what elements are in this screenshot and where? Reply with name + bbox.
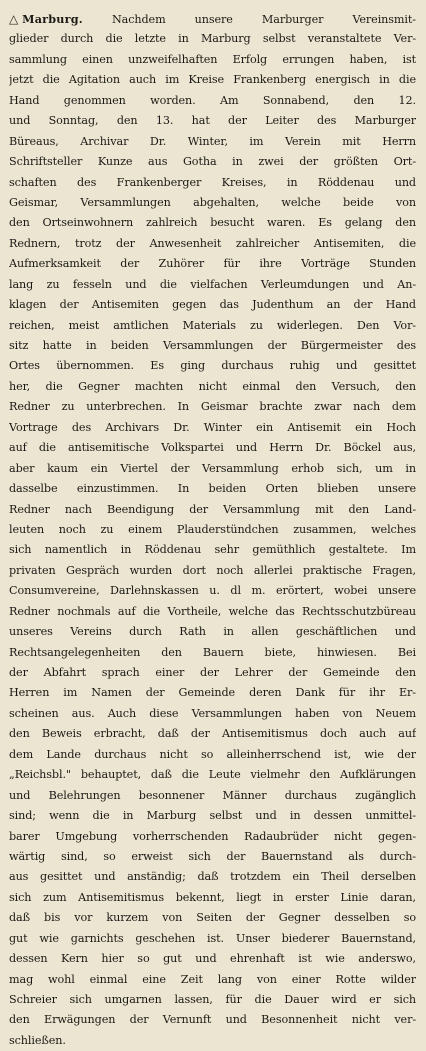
article-line-32: Rechtsangelegenheiten den Bauern biete, hinwiesen. Bei: [9, 645, 416, 659]
article-line-1-text: Nachdem unsere Marburger Vereinsmit-: [111, 13, 416, 26]
article-line-26: leuten noch zu einem Plauderstündchen zusammen, welches: [9, 522, 416, 536]
article-line-51: schließen.: [9, 1033, 66, 1047]
article-line-19: her, die Gegner machten nicht einmal den Versuch, den: [9, 379, 416, 393]
article-line-49: Schreier sich umgarnen lassen, für die Dauer wird er sich: [9, 993, 416, 1006]
article-line-14: lang zu fesseln und die vielfachen Verleumdungen und An-: [9, 277, 416, 291]
article-line-47: dessen Kern hier so gut und ehrenhaft ist wie anderswo,: [9, 952, 416, 966]
article-line-6: und Sonntag, den 13. hat der Leiter des Marburger: [9, 114, 416, 128]
article-line-34: Herren im Namen der Gemeinde deren Dank für ihr Er-: [9, 686, 416, 700]
article-line-42: wärtig sind, so erweist sich der Bauernstand als durch-: [9, 849, 416, 863]
article-line-12: Rednern, trotz der Anwesenheit zahlreicher Antisemiten, die: [9, 236, 416, 250]
article-line-44: sich zum Antisemitismus bekennt, liegt in erster Linie daran,: [9, 890, 416, 904]
article-line-3: sammlung einen unzweifelhaften Erfolg errungen haben, ist: [9, 52, 416, 66]
article-line-38: „Reichsbl." behauptet, daß die Leute vielmehr den Aufklärungen: [9, 768, 416, 782]
article-line-45: daß bis vor kurzem von Seiten der Gegner desselben so: [9, 911, 416, 925]
article-line-13: Aufmerksamkeit der Zuhörer für ihre Vorträge Stunden: [9, 257, 416, 271]
article-line-4: jetzt die Agitation auch im Kreise Frankenberg energisch in die: [9, 73, 416, 87]
article-place-heading: Marburg.: [22, 12, 83, 26]
article-line-33: der Abfahrt sprach einer der Lehrer der Gemeinde den: [9, 666, 416, 679]
article-line-23: aber kaum ein Viertel der Versammlung erhob sich, um in: [9, 461, 416, 475]
article-line-24: dasselbe einzustimmen. In beiden Orten blieben unsere: [9, 482, 416, 496]
article-line-1: [9, 9, 416, 29]
article-line-16: reichen, meist amtlichen Materials zu widerlegen. Den Vor-: [9, 318, 416, 332]
article-line-25: Redner nach Beendigung der Versammlung mit den Land-: [9, 502, 416, 516]
article-line-41: barer Umgebung vorherrschenden Radaubrüder nicht gegen-: [9, 829, 416, 843]
article-line-21: Vortrage des Archivars Dr. Winter ein Antisemit ein Hoch: [9, 420, 416, 434]
article-line-18: Ortes übernommen. Es ging durchaus ruhig und gesittet: [9, 359, 416, 373]
article-line-43: aus gesittet und anständig; daß trotzdem ein Theil derselben: [9, 870, 416, 884]
article-line-39: und Belehrungen besonnener Männer durchaus zugänglich: [9, 788, 416, 802]
article-line-15: klagen der Antisemiten gegen das Judenthum an der Hand: [9, 298, 416, 312]
article-line-37: dem Lande durchaus nicht so alleinherrschend ist, wie der: [9, 747, 416, 761]
article-line-7: Büreaus, Archivar Dr. Winter, im Verein mit Herrn: [9, 134, 416, 148]
article-line-35: scheinen aus. Auch diese Versammlungen haben von Neuem: [9, 706, 416, 720]
article-line-46: gut wie garnichts geschehen ist. Unser biederer Bauernstand,: [9, 931, 416, 945]
article-line-50: den Erwägungen der Vernunft und Besonnenheit nicht ver-: [9, 1013, 416, 1027]
article-line-8: Schriftsteller Kunze aus Gotha in zwei der größten Ort-: [9, 155, 416, 169]
section-triangle-icon: △: [9, 12, 19, 26]
article-marburg: [9, 9, 416, 1051]
article-line-28: privaten Gespräch wurden dort noch allerlei praktische Fragen,: [9, 563, 416, 577]
article-line-29: Consumvereine, Darlehnskassen u. dl m. erörtert, wobei unsere: [9, 584, 416, 598]
article-line-10: Geismar, Versammlungen abgehalten, welche beide von: [9, 195, 416, 209]
article-line-36: den Beweis erbracht, daß der Antisemitismus doch auch auf: [9, 727, 416, 741]
article-line-30: Redner nochmals auf die Vortheile, welche das Rechtsschutzbüreau: [9, 604, 416, 618]
article-line-9: schaften des Frankenberger Kreises, in Röddenau und: [9, 175, 416, 189]
article-line-2: glieder durch die letzte in Marburg selbst veranstaltete Ver-: [9, 32, 416, 46]
article-line-48: mag wohl einmal eine Zeit lang von einer Rotte wilder: [9, 972, 416, 986]
article-line-20: Redner zu unterbrechen. In Geismar brachte zwar nach dem: [9, 400, 416, 414]
article-line-31: unseres Vereins durch Rath in allen geschäftlichen und: [9, 625, 416, 639]
article-line-22: auf die antisemitische Volkspartei und Herrn Dr. Böckel aus,: [9, 441, 416, 455]
article-line-5: Hand genommen worden. Am Sonnabend, den 12.: [9, 93, 416, 107]
article-line-11: den Ortseinwohnern zahlreich besucht waren. Es gelang den: [9, 216, 416, 230]
article-line-27: sich namentlich in Röddenau sehr gemüthlich gestaltete. Im: [9, 543, 416, 557]
article-line-40: sind; wenn die in Marburg selbst und in dessen unmittel-: [9, 809, 416, 823]
article-line-17: sitz hatte in beiden Versammlungen der Bürgermeister des: [9, 339, 416, 352]
